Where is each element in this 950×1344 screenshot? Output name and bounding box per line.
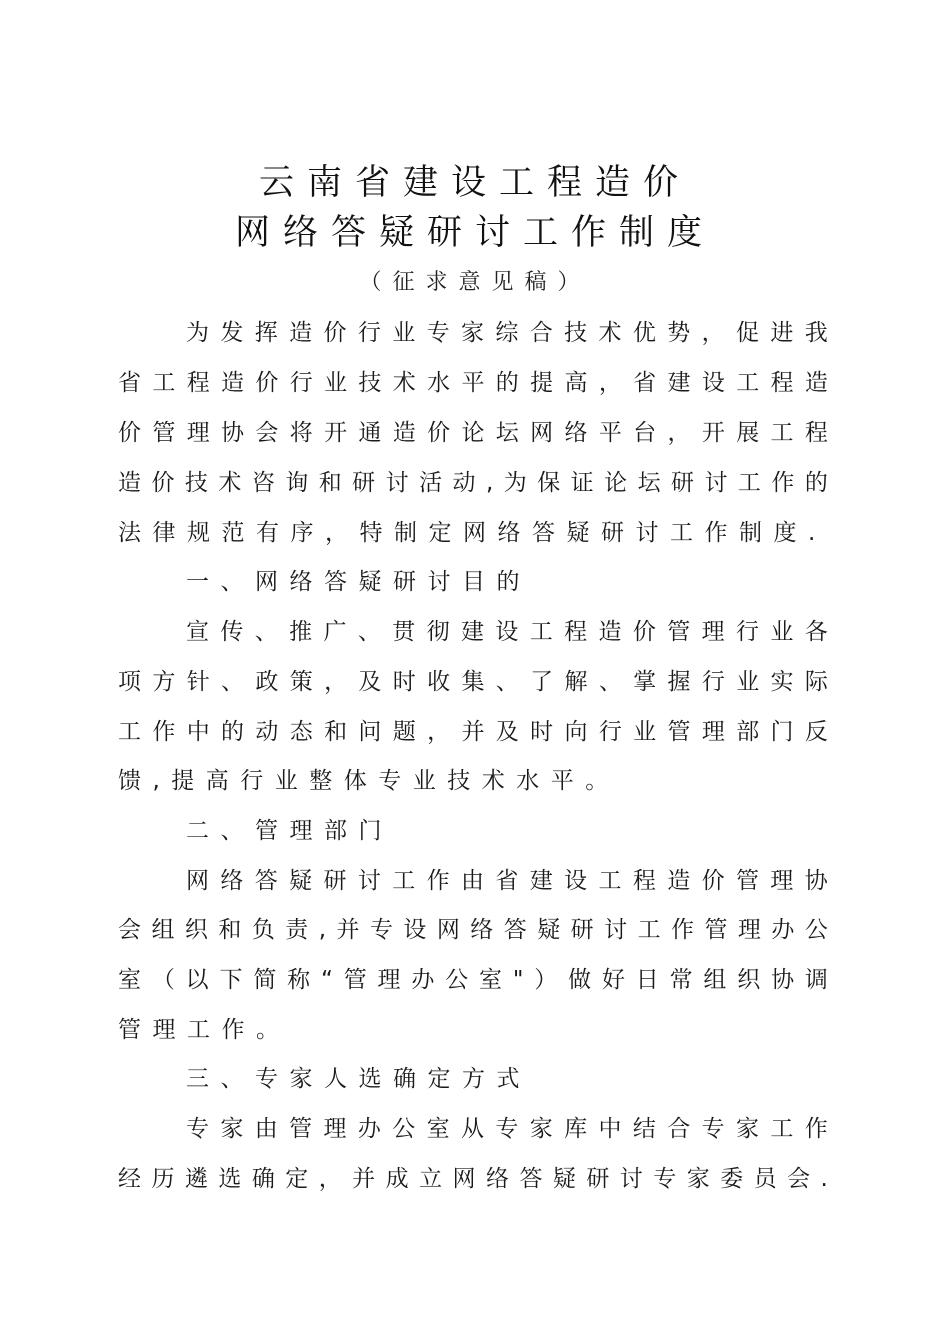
body-line: 馈,提高行业整体专业技术水平。 [118,768,620,794]
body-line: 造 价 技 术 咨 询 和 研 讨 活 动 , 为 保 证 论 坛 研 讨 工 作 的 [118,470,828,496]
document-title-line-1: 云南省建设工程造价 [258,163,691,203]
body-line: 室 （ 以 下 简 称 “ 管 理 办 公 室 " ） 做 好 日 常 组 织 协 调 [118,967,828,993]
body-line: 会 组 织 和 负 责 , 并 专 设 网 络 答 疑 研 讨 工 作 管 理 办 公 [118,917,828,943]
document-subtitle: （征求意见稿） [359,270,591,295]
body-line: 项 方 针 、 政 策 ， 及 时 收 集 、 了 解 、 掌 握 行 业 实 际 [118,669,828,695]
body-line: 价 管 理 协 会 将 开 通 造 价 论 坛 网 络 平 台 ， 开 展 工 程 [118,420,828,446]
body-line: 经 历 遴 选 确 定 ， 并 成 立 网 络 答 疑 研 讨 专 家 委 员 会 . [118,1166,828,1192]
body-line: 省 工 程 造 价 行 业 技 术 水 平 的 提 高 ， 省 建 设 工 程 造 [118,370,828,396]
body-line: 宣 传 、 推 广 、 贯 彻 建 设 工 程 造 价 管 理 行 业 各 [186,619,828,645]
body-line: 工 作 中 的 动 态 和 问 题 ， 并 及 时 向 行 业 管 理 部 门 反 [118,719,828,745]
body-line: 网 络 答 疑 研 讨 工 作 由 省 建 设 工 程 造 价 管 理 协 [186,868,828,894]
body-line: 管理工作。 [118,1017,291,1043]
body-line: 法律规范有序，特制定网络答疑研讨工作制度. [118,520,827,546]
body-line: 专 家 由 管 理 办 公 室 从 专 家 库 中 结 合 专 家 工 作 [186,1116,828,1142]
section-heading: 三、专家人选确定方式 [186,1066,531,1092]
section-heading: 一、网络答疑研讨目的 [186,569,531,595]
document-title-line-2: 网络答疑研讨工作制度 [234,213,715,253]
body-line: 为 发 挥 造 价 行 业 专 家 综 合 技 术 优 势 ， 促 进 我 [186,320,828,346]
section-heading: 二、管理部门 [186,818,393,844]
